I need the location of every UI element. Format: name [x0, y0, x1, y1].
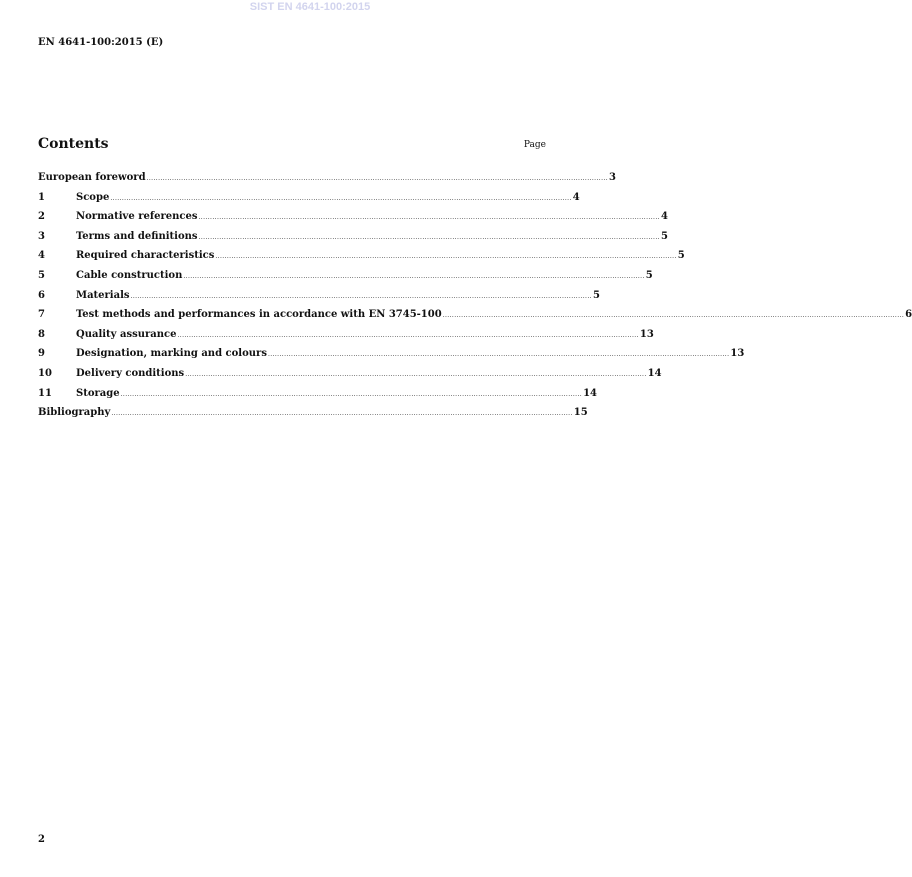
- toc-entry-page: 5: [645, 269, 653, 281]
- toc-entry-number: 5: [38, 269, 45, 281]
- toc-entry-number: 6: [38, 289, 45, 301]
- toc-entry-title: Required characteristics: [76, 250, 215, 262]
- toc-entry-title: Quality assurance: [76, 328, 177, 340]
- toc-entry-bibliography[interactable]: [38, 407, 588, 427]
- dot-leader: ........................................................................................................................................................................................................: [130, 292, 592, 300]
- toc-entry-2[interactable]: [38, 211, 668, 231]
- toc-entry-number: 2: [38, 211, 45, 223]
- toc-entry-title: European foreword: [38, 172, 146, 183]
- dot-leader: ........................................................................................................................................................................................................: [110, 194, 572, 202]
- toc-entry-title: Terms and definitions: [76, 230, 198, 242]
- page-column-label: Page: [523, 140, 546, 150]
- toc-entry-title: Delivery conditions: [76, 367, 185, 379]
- toc-entry-title: Storage: [76, 387, 120, 399]
- document-identifier: EN 4641-100:2015 (E): [38, 37, 164, 48]
- toc-entry-page: 5: [660, 230, 668, 242]
- toc-entry-page: 15: [573, 407, 588, 419]
- toc-entry-number: 9: [38, 348, 45, 360]
- toc-entry-number: 1: [38, 191, 45, 203]
- dot-leader: ........................................................................................................................................................................................................: [198, 214, 660, 222]
- watermark: SIST EN 4641-100:2015: [249, 1, 371, 13]
- toc-entry-title: Materials: [76, 289, 130, 301]
- toc-entry-page: 14: [583, 387, 597, 399]
- toc-entry-title: Test methods and performances in accordance with EN 3745-100: [76, 309, 442, 321]
- toc-entry-number: 3: [38, 230, 45, 242]
- dot-leader: ........................................................................................................................................................................................................: [215, 253, 677, 261]
- page-number: 2: [38, 834, 45, 845]
- toc-entry-page: 4: [572, 191, 580, 203]
- dot-leader: ........................................................................................................................................................................................................: [267, 351, 730, 359]
- dot-leader: ........................................................................................................................................................................................................: [185, 370, 647, 378]
- toc-entry-number: 8: [38, 328, 45, 340]
- toc-entry-page: 5: [677, 250, 685, 262]
- toc-entry-title: Normative references: [76, 211, 198, 223]
- dot-leader: ........................................................................................................................................................................................................: [177, 331, 639, 339]
- toc-entry-page: 6: [905, 309, 912, 321]
- toc-entry-number: 11: [38, 387, 52, 399]
- toc-entry-page: 3: [609, 172, 616, 183]
- toc-entry-title: Bibliography: [38, 407, 111, 419]
- toc-entry-7[interactable]: [38, 309, 912, 329]
- table-of-contents: [38, 172, 912, 427]
- toc-entry-page: 13: [730, 348, 745, 360]
- toc-entry-11[interactable]: [38, 387, 597, 408]
- toc-entry-1[interactable]: [38, 191, 580, 212]
- toc-entry-5[interactable]: [38, 269, 653, 290]
- toc-entry-page: 5: [592, 289, 600, 301]
- toc-entry-number: 10: [38, 367, 52, 379]
- toc-entry-10[interactable]: [38, 367, 662, 388]
- dot-leader: ........................................................................................................................................................................................................: [111, 410, 573, 418]
- dot-leader: ........................................................................................................................................................................................................: [442, 312, 905, 320]
- toc-entry-title: Cable construction: [76, 269, 183, 281]
- toc-entry-number: 7: [38, 309, 45, 321]
- toc-entry-foreword[interactable]: [38, 172, 616, 192]
- contents-heading: Contents: [38, 136, 109, 152]
- toc-entry-page: 14: [647, 367, 662, 379]
- toc-entry-4[interactable]: [38, 250, 685, 270]
- dot-leader: ........................................................................................................................................................................................................: [120, 390, 583, 398]
- toc-entry-6[interactable]: [38, 289, 600, 310]
- toc-entry-title: Designation, marking and colours: [76, 348, 267, 360]
- toc-entry-9[interactable]: [38, 348, 745, 368]
- toc-entry-3[interactable]: [38, 230, 668, 251]
- toc-entry-page: 4: [660, 211, 668, 223]
- toc-entry-title: Scope: [76, 191, 110, 203]
- dot-leader: ........................................................................................................................................................................................................: [183, 272, 645, 280]
- dot-leader: ........................................................................................................................................................................................................: [146, 175, 609, 182]
- toc-entry-number: 4: [38, 250, 45, 262]
- toc-entry-8[interactable]: [38, 328, 654, 349]
- toc-entry-page: 13: [639, 328, 654, 340]
- dot-leader: ........................................................................................................................................................................................................: [198, 233, 660, 241]
